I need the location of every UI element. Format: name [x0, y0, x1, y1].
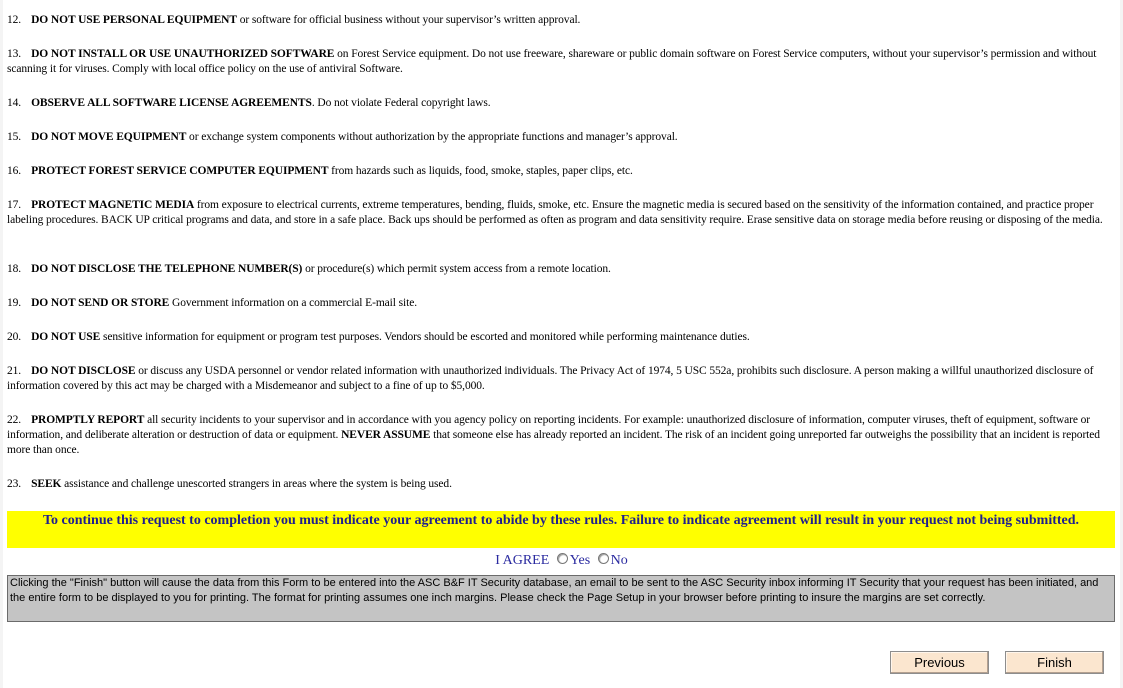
rule-text: . Do not violate Federal copyright laws.: [311, 97, 491, 109]
rule-number: 12.: [7, 14, 22, 26]
rule-emphasis: NEVER ASSUME: [341, 429, 431, 441]
rule-20: [7, 330, 1111, 345]
rule-number: 17.: [7, 199, 22, 211]
rule-number: 13.: [7, 48, 22, 60]
rule-text: or discuss any USDA personnel or vendor related information with unauthorized individuals. The Privacy Act of 1974, 5 USC 552a, prohibits such disclosure. A person making a willful unauthorized disclosure of information covered by this act may be charged with a Misdemeanor and subject to a fine of up to $5,000.: [7, 365, 1094, 392]
rule-number: 18.: [7, 263, 22, 275]
rule-number: 16.: [7, 165, 22, 177]
rule-heading: PROTECT FOREST SERVICE COMPUTER EQUIPMENT: [31, 165, 329, 177]
rule-16: [7, 164, 1111, 179]
agree-no-label[interactable]: No: [610, 553, 628, 568]
rule-17: [7, 198, 1111, 228]
rule-19: [7, 296, 1111, 311]
rule-heading: DO NOT SEND OR STORE: [31, 297, 170, 309]
rule-14: [7, 96, 1111, 111]
rule-heading: DO NOT DISCLOSE THE TELEPHONE NUMBER(S): [31, 263, 303, 275]
rule-heading: OBSERVE ALL SOFTWARE LICENSE AGREEMENTS: [31, 97, 312, 109]
rule-text: Government information on a commercial E-mail site.: [169, 297, 417, 309]
form-page: [3, 0, 1120, 688]
rule-text: or software for official business without your supervisor’s written approval.: [236, 14, 581, 26]
rule-12: [7, 13, 1111, 28]
rule-18: [7, 262, 1111, 277]
rule-heading: DO NOT USE PERSONAL EQUIPMENT: [31, 14, 237, 26]
rule-text: or procedure(s) which permit system access from a remote location.: [302, 263, 611, 275]
rule-22: [7, 413, 1111, 458]
rule-text: that someone else has already reported an incident. The risk of an incident going unreported far outweighs the possibility that an incident is reported more than once.: [7, 429, 1100, 456]
rule-text: from exposure to electrical currents, extreme temperatures, bending, fluids, smoke, etc. Ensure the magnetic media is secured based on the sensitivity of the information contained, and practice proper labeling procedures. BACK UP critical programs and data, and store in a safe place. Back ups should be performed as often as program and data sensitivity require. Erase sensitive data on storage media before reusing or disposing of the media.: [7, 199, 1103, 226]
rule-heading: DO NOT DISCLOSE: [31, 365, 136, 377]
rule-text: assistance and challenge unescorted strangers in areas where the system is being used.: [61, 478, 452, 490]
rule-text: sensitive information for equipment or program test purposes. Vendors should be escorted and monitored while performing maintenance duties.: [100, 331, 750, 343]
rule-heading: PROTECT MAGNETIC MEDIA: [31, 199, 195, 211]
rule-number: 20.: [7, 331, 22, 343]
rule-text: all security incidents to your supervisor and in accordance with you agency policy on reporting incidents. For example: unauthorized disclosure of information, computer viruses, theft of equipment, software or information, and deliberate alteration or destruction of data or equipment.: [7, 414, 1090, 441]
rule-text: or exchange system components without authorization by the appropriate functions and manager’s approval.: [186, 131, 678, 143]
previous-button[interactable]: Previous: [890, 651, 989, 674]
rule-heading: DO NOT MOVE EQUIPMENT: [31, 131, 187, 143]
rule-13: [7, 47, 1111, 77]
agree-no-radio[interactable]: [598, 553, 609, 564]
rule-15: [7, 130, 1111, 145]
rule-21: [7, 364, 1111, 394]
rule-number: 22.: [7, 414, 22, 426]
rule-number: 23.: [7, 478, 22, 490]
rule-number: 19.: [7, 297, 22, 309]
finish-button[interactable]: Finish: [1005, 651, 1104, 674]
agree-yes-label[interactable]: Yes: [569, 553, 591, 568]
rule-heading: PROMPTLY REPORT: [31, 414, 145, 426]
agree-radio-group: [3, 553, 1120, 573]
agreement-banner: To continue this request to completion you must indicate your agreement to abide by these rules. Failure to indicate agreement will result in your request not being submitted.: [7, 511, 1115, 548]
agree-yes-option[interactable]: [553, 553, 590, 568]
finish-instructions: Clicking the "Finish" button will cause the data from this Form to be entered into the ASC B&F IT Security database, an email to be sent to the ASC Security inbox informing IT Security that your request has been initiated, and the entire form to be displayed to you for printing. The format for printing assumes one inch margins. Please check the Page Setup in your browser before printing to insure the margins are set correctly.: [7, 575, 1115, 622]
agree-label: I AGREE: [495, 553, 550, 568]
rule-heading: DO NOT INSTALL OR USE UNAUTHORIZED SOFTWARE: [31, 48, 335, 60]
agree-yes-radio[interactable]: [557, 553, 568, 564]
rule-heading: DO NOT USE: [31, 331, 101, 343]
rule-23: [7, 477, 1111, 492]
rule-number: 14.: [7, 97, 22, 109]
rule-text: on Forest Service equipment. Do not use freeware, shareware or public domain software on Forest Service computers, without your supervisor’s permission and without scanning it for viruses. Comply with local office policy on the use of antiviral Software.: [7, 48, 1097, 75]
rule-number: 21.: [7, 365, 22, 377]
rule-heading: SEEK: [31, 478, 62, 490]
rule-number: 15.: [7, 131, 22, 143]
rule-text: from hazards such as liquids, food, smoke, staples, paper clips, etc.: [328, 165, 633, 177]
agree-no-option[interactable]: [594, 553, 628, 568]
